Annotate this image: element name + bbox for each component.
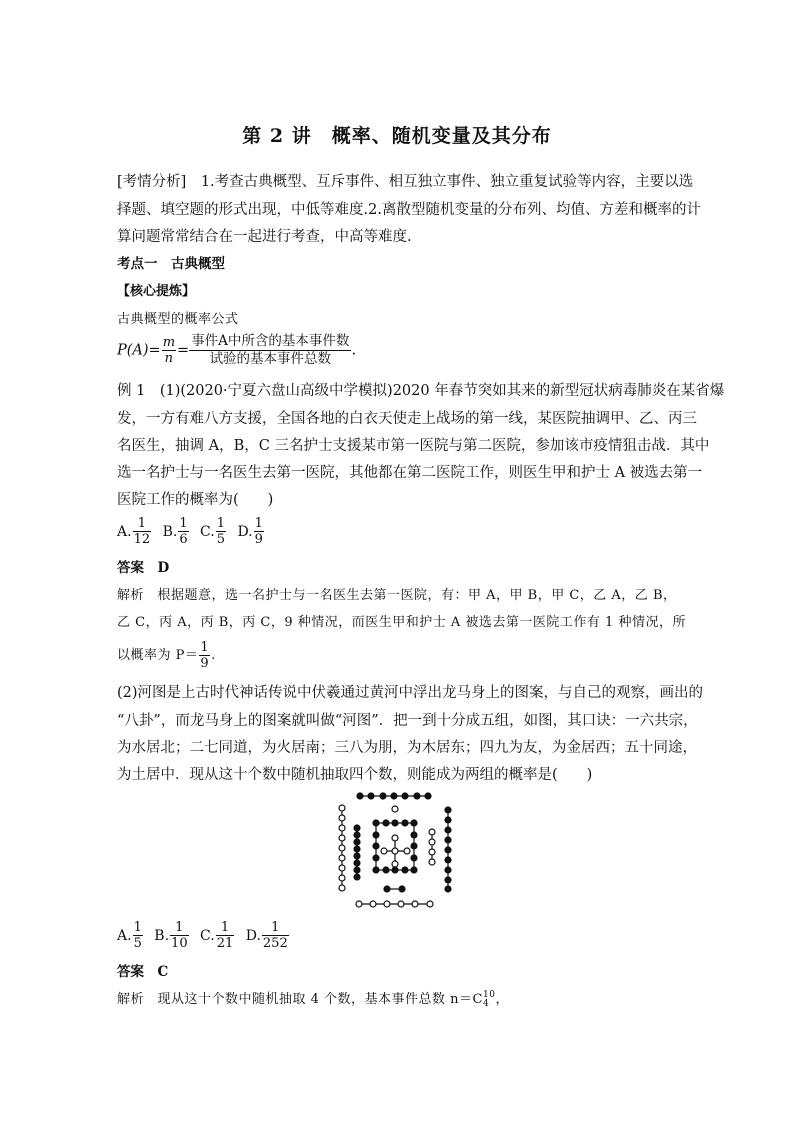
example1-line-3: 名医生，抽调 A，B，C 三名护士支援某市第一医院与第二医院，参加该市疫情狙击战．其中 — [117, 438, 710, 454]
example1-solution-3: 以概率为 P＝ $\frac{1}{9}$ . — [117, 640, 216, 671]
example2-line-3: 为水居北；二七同道，为火居南；三八为朋，为木居东；四九为友，为金居西；五十同途， — [117, 740, 697, 756]
example1-answer: 答案 D — [117, 560, 170, 576]
example1-line-1: 例 1 (1)(2020·宁夏六盘山高级中学模拟)2020 年春节突如其来的新型冠状病毒肺炎在某省爆 — [117, 383, 725, 399]
formula-m-over-n — [162, 335, 176, 366]
page-title: 第 2 讲 概率、随机变量及其分布 — [242, 125, 552, 147]
analysis-line-3: 算问题常常结合在一起进行考查，中高等难度. — [117, 229, 412, 245]
formula-m: m — [162, 335, 176, 350]
formula-eq: = — [177, 342, 190, 359]
choice-c: C. $\frac{1}{21}$ — [200, 920, 234, 951]
example1-solution-2: 乙 C，丙 A，丙 B，丙 C，9 种情况，而医生甲和护士 A 被选去第一医院工作有 1 种情况，所 — [117, 615, 686, 630]
formula-n: n — [164, 351, 174, 366]
formula-main-fraction — [189, 333, 351, 368]
analysis-line-1: [考情分析] 1.考查古典概型、互斥事件、相互独立事件、独立重复试验等内容，主要以选 — [117, 174, 694, 190]
example2-solution: 解析 现从这十个数中随机抽取 4 个数，基本事件总数 n＝C 10 4 ， — [117, 989, 509, 1009]
formula-denominator: 试验的基本事件总数 — [209, 351, 332, 367]
choice-c: C. $\frac{1}{5}$ — [200, 516, 225, 547]
choice-a: A. $\frac{1}{12}$ — [117, 516, 151, 547]
formula-caption: 古典概型的概率公式 — [117, 312, 239, 327]
probability-formula — [117, 333, 356, 368]
example2-line-4: 为土居中．现从这十个数中随机抽取四个数，则能成为两组的概率是( ) — [117, 767, 593, 783]
choice-b: B. $\frac{1}{10}$ — [154, 920, 188, 951]
example2-line-1: (2)河图是上古时代神话传说中伏羲通过黄河中浮出龙马身上的图案，与自己的观察，画出的 — [117, 685, 704, 701]
analysis-line-2: 择题、填空题的形式出现，中低等难度.2.离散型随机变量的分布列、均值、方差和概率的计 — [117, 202, 701, 218]
core-heading: 【核心提炼】 — [117, 284, 196, 299]
formula-numerator: 事件A中所含的基本事件数 — [191, 333, 350, 349]
example2-choices — [117, 920, 296, 951]
example1-line-5: 医院工作的概率为( ) — [117, 492, 274, 508]
example1-choices — [117, 516, 271, 547]
formula-tail: . — [351, 342, 357, 359]
example1-solution-1: 解析 根据题意，选一名护士与一名医生去第一医院，有：甲 A，甲 B，甲 C，乙 A，乙 B， — [117, 588, 677, 603]
formula-lhs: P(A)= — [117, 342, 161, 359]
example1-line-4: 选一名护士与一名医生去第一医院，其他都在第二医院工作，则医生甲和护士 A 被选去第一 — [117, 465, 703, 481]
example2-answer: 答案 C — [117, 964, 169, 980]
choice-a: A. $\frac{1}{5}$ — [117, 920, 142, 951]
choice-b: B. $\frac{1}{6}$ — [162, 516, 188, 547]
choice-d: D. $\frac{1}{252}$ — [245, 920, 288, 951]
example1-line-2: 发，一方有难八方支援，全国各地的白衣天使走上战场的第一线，某医院抽调甲、乙、丙三 — [117, 411, 697, 427]
choice-d: D. $\frac{1}{9}$ — [237, 516, 263, 547]
hetu-figure — [326, 788, 456, 912]
example2-line-2: “八卦”，而龙马身上的图案就叫做“河图”．把一到十分成五组，如图，其口诀：一六共宗， — [117, 713, 698, 729]
section-heading: 考点一 古典概型 — [117, 256, 225, 272]
